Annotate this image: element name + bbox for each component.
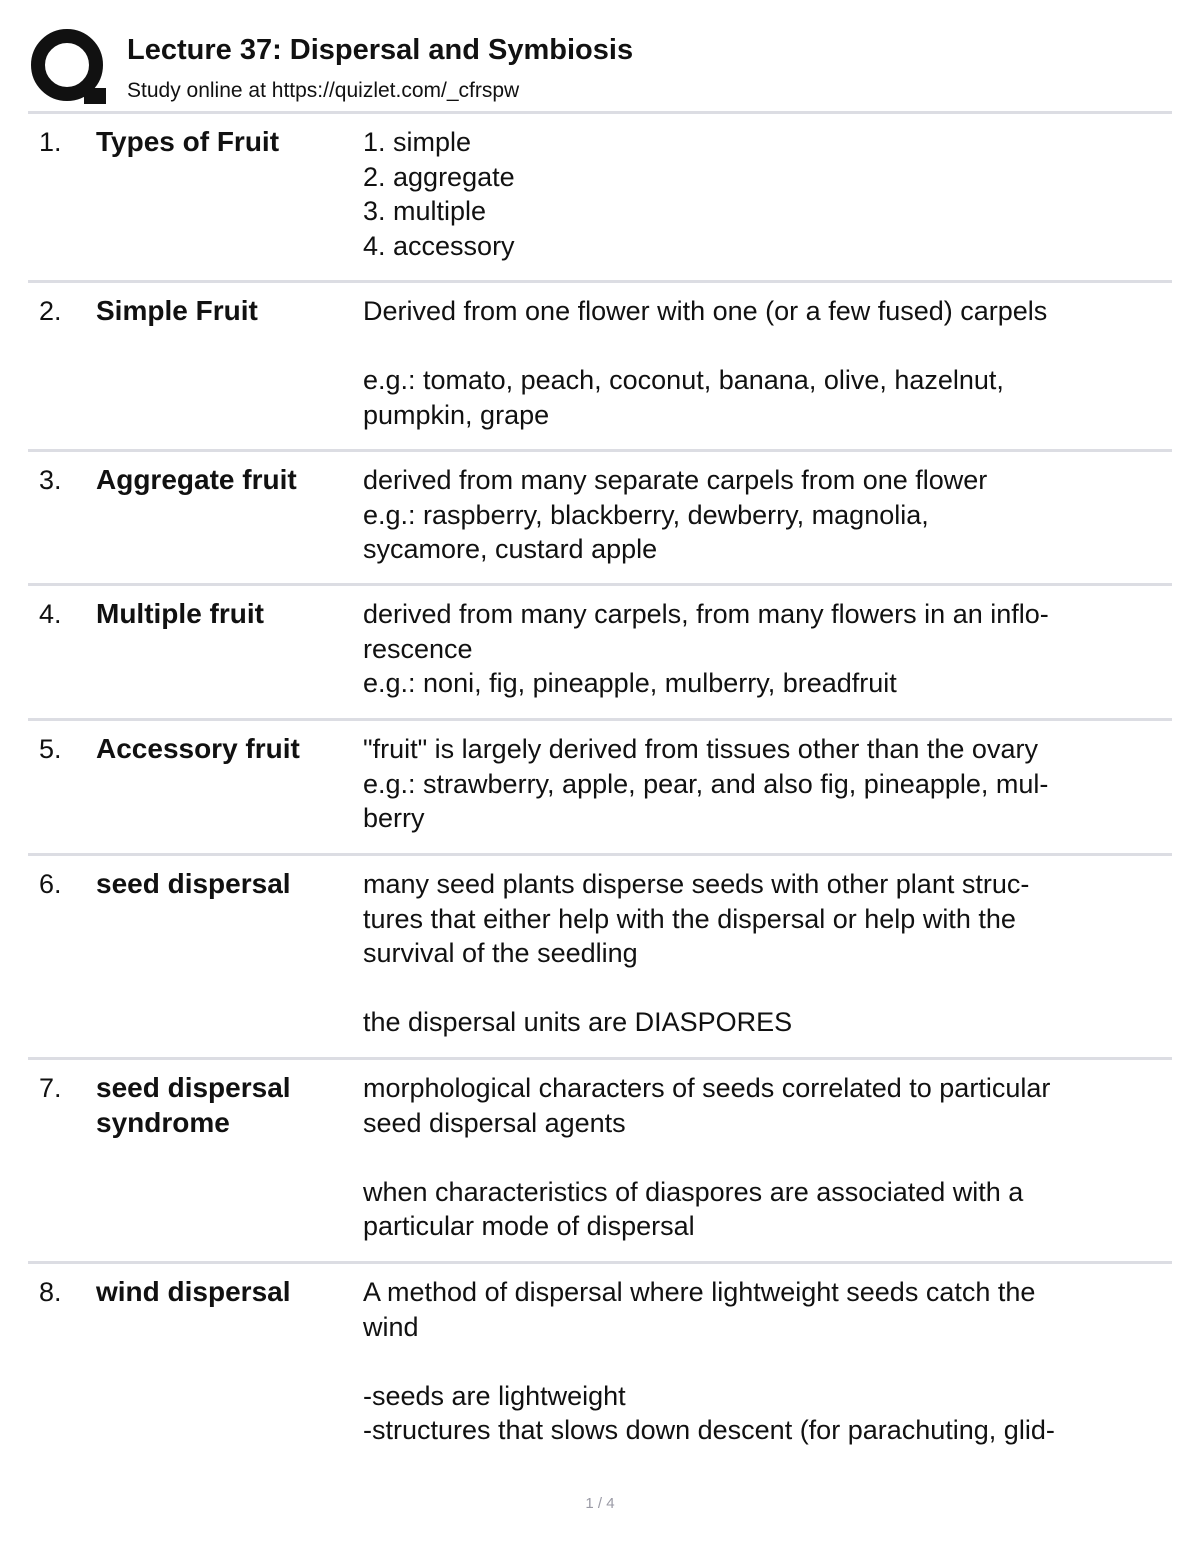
card-definition — [363, 597, 1163, 701]
definition-line: when characteristics of diaspores are associated with a — [363, 1176, 1024, 1207]
card-term: seed dispersal syndrome — [96, 1072, 291, 1138]
divider — [28, 1261, 1172, 1264]
definition-line — [363, 1344, 1163, 1379]
definition-line: the dispersal units are DIASPORES — [363, 1007, 793, 1037]
card-term: Types of Fruit — [96, 126, 280, 157]
definition-line: pumpkin, grape — [363, 399, 550, 430]
definition-line: seed dispersal agents — [363, 1107, 626, 1138]
definition-line: Derived from one flower with one (or a few fused) carpels — [363, 296, 1048, 326]
divider — [28, 1057, 1172, 1060]
definition-line — [363, 1140, 1163, 1175]
definition-line: e.g.: raspberry, blackberry, dewberry, magnolia, — [363, 499, 929, 530]
definition-line: survival of the seedling — [363, 938, 638, 968]
divider — [28, 111, 1172, 114]
definition-line: 3. multiple — [363, 196, 487, 226]
card-definition — [363, 463, 1163, 567]
card-definition — [363, 867, 1163, 1040]
card-number: 8. — [39, 1277, 62, 1307]
definition-line: particular mode of dispersal — [363, 1211, 695, 1241]
card-definition — [363, 294, 1163, 432]
card-term: Accessory fruit — [96, 733, 300, 764]
definition-line: A method of dispersal where lightweight seeds catch the — [363, 1277, 1036, 1307]
card-definition — [363, 1071, 1163, 1244]
divider — [28, 449, 1172, 452]
definition-line: 2. aggregate — [363, 161, 515, 192]
definition-line: -structures that slows down descent (for parachuting, glid- — [363, 1415, 1055, 1445]
definition-line: tures that either help with the dispersal or help with the — [363, 903, 1016, 934]
card-number: 6. — [39, 869, 62, 899]
definition-line: 1. simple — [363, 127, 472, 157]
card-number: 1. — [39, 127, 62, 157]
definition-line: berry — [363, 803, 425, 833]
page-title: Lecture 37: Dispersal and Symbiosis — [127, 34, 634, 66]
card-definition — [363, 125, 1163, 263]
definition-line: derived from many carpels, from many flowers in an inflo- — [363, 599, 1049, 629]
card-term: Aggregate fruit — [96, 464, 297, 495]
definition-line: morphological characters of seeds correlated to particular — [363, 1073, 1051, 1103]
divider — [28, 718, 1172, 721]
definition-line: sycamore, custard apple — [363, 534, 658, 564]
definition-line: e.g.: strawberry, apple, pear, and also fig, pineapple, mul- — [363, 768, 1049, 799]
definition-line — [363, 329, 1163, 364]
card-number: 2. — [39, 296, 62, 326]
definition-line: derived from many separate carpels from one flower — [363, 465, 988, 495]
divider — [28, 280, 1172, 283]
quizlet-logo-icon — [30, 28, 108, 108]
card-number: 5. — [39, 734, 62, 764]
definition-line: many seed plants disperse seeds with other plant struc- — [363, 869, 1030, 899]
card-term: Simple Fruit — [96, 295, 258, 326]
page-number: 1 / 4 — [585, 1495, 615, 1512]
definition-line: e.g.: noni, fig, pineapple, mulberry, breadfruit — [363, 668, 897, 698]
card-term: seed dispersal — [96, 868, 291, 899]
definition-line: wind — [363, 1311, 419, 1342]
divider — [28, 583, 1172, 586]
card-definition — [363, 732, 1163, 836]
card-definition — [363, 1275, 1163, 1448]
study-online-link[interactable]: Study online at https://quizlet.com/_cfrspw — [127, 79, 520, 102]
divider — [28, 853, 1172, 856]
definition-line — [363, 971, 1163, 1006]
card-number: 7. — [39, 1073, 62, 1103]
definition-line: e.g.: tomato, peach, coconut, banana, olive, hazelnut, — [363, 365, 1004, 395]
definition-line: rescence — [363, 633, 473, 664]
card-term: wind dispersal — [96, 1276, 291, 1307]
definition-line: "fruit" is largely derived from tissues other than the ovary — [363, 734, 1038, 764]
card-number: 4. — [39, 599, 62, 629]
definition-line: -seeds are lightweight — [363, 1380, 626, 1411]
card-number: 3. — [39, 465, 62, 495]
definition-line: 4. accessory — [363, 230, 515, 261]
card-term: Multiple fruit — [96, 598, 264, 629]
